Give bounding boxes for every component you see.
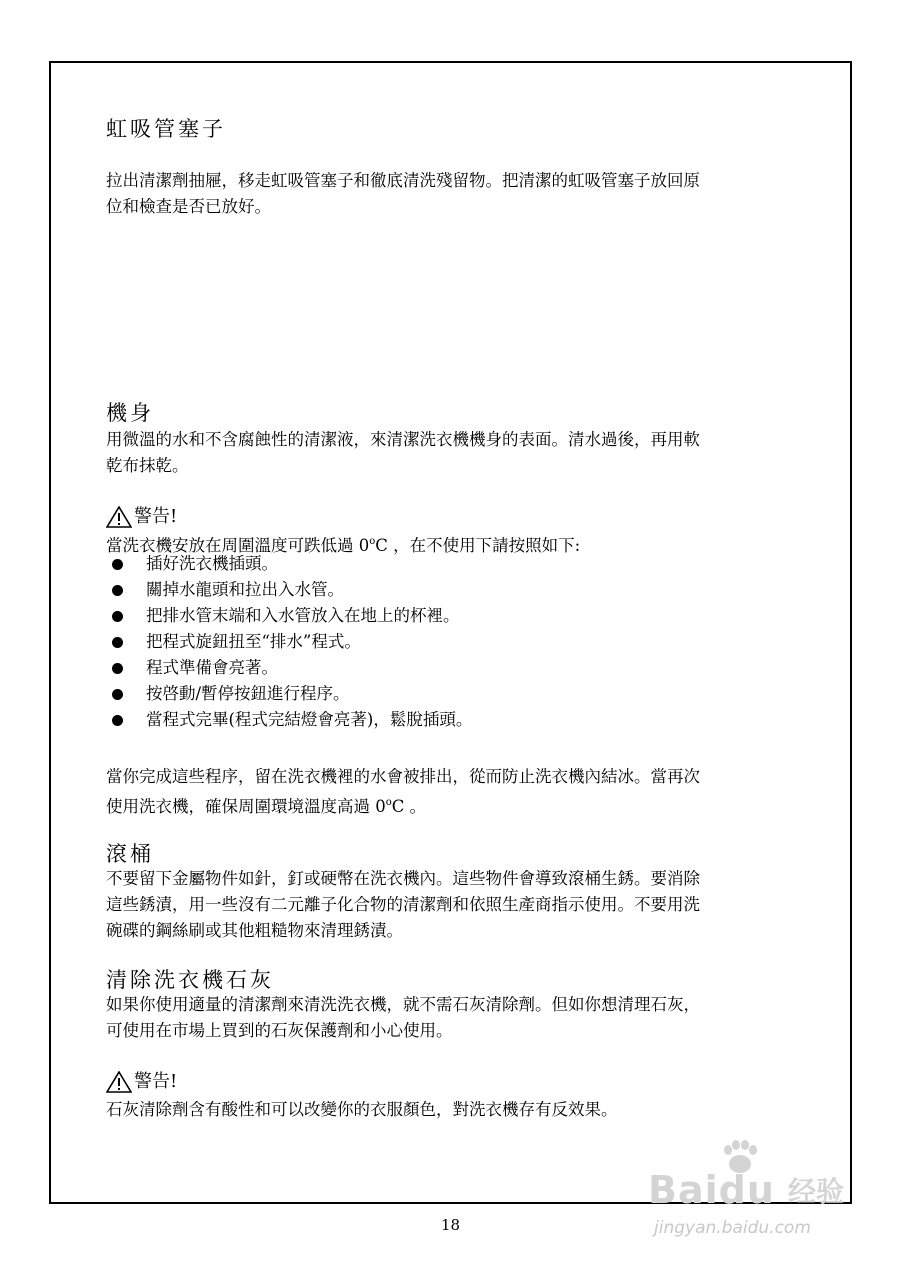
list-item-text: 把排水管末端和入水管放入在地上的杯裡。 bbox=[146, 606, 460, 625]
text-fragment: 當洗衣機安放在周圍溫度可跌低過 0 bbox=[106, 536, 370, 555]
bullet-icon bbox=[112, 559, 123, 570]
text-line: 不要留下金屬物件如針，釘或硬幣在洗衣機內。這些物件會導致滾桶生銹。要消除 bbox=[106, 869, 700, 888]
text-fragment: 使用洗衣機，確保周圍環境溫度高過 0 bbox=[106, 797, 386, 816]
text-line: 可使用在市場上買到的石灰保護劑和小心使用。 bbox=[106, 1021, 453, 1040]
bullet-list bbox=[106, 551, 472, 733]
list-item bbox=[106, 551, 472, 577]
list-item-text: 按啓動/暫停按鈕進行程序。 bbox=[146, 684, 350, 703]
text-fragment: C 。 bbox=[391, 797, 427, 816]
paragraph-drum bbox=[106, 866, 806, 944]
list-item bbox=[106, 707, 472, 733]
warning-label: 警告! bbox=[134, 506, 178, 527]
list-item-text: 當程式完畢(程式完結燈會亮著)，鬆脫插頭。 bbox=[146, 710, 473, 729]
bullet-icon bbox=[112, 715, 123, 726]
text-line: 這些銹漬，用一些沒有二元離子化合物的清潔劑和依照生產商指示使用。不要用洗 bbox=[106, 895, 700, 914]
heading-siphon: 虹吸管塞子 bbox=[106, 117, 226, 141]
warning-heading bbox=[106, 506, 177, 528]
text-line: 拉出清潔劑抽屜，移走虹吸管塞子和徹底清洗殘留物。把清潔的虹吸管塞子放回原 bbox=[106, 171, 700, 190]
watermark-url: jingyan.baidu.com bbox=[654, 1218, 811, 1238]
list-item-text: 插好洗衣機插頭。 bbox=[146, 554, 278, 573]
page-number: 18 bbox=[440, 1216, 461, 1234]
paragraph-body bbox=[106, 427, 806, 479]
bullet-icon bbox=[112, 637, 123, 648]
text-line: 碗碟的鋼絲刷或其他粗糙物來清理銹漬。 bbox=[106, 921, 403, 940]
degree-sign: o bbox=[385, 797, 392, 808]
list-item bbox=[106, 577, 472, 603]
list-item-text: 程式準備會亮著。 bbox=[146, 658, 278, 677]
paragraph-descale bbox=[106, 992, 806, 1044]
text-line: 位和檢查是否已放好。 bbox=[106, 197, 271, 216]
paragraph-warning2: 石灰清除劑含有酸性和可以改變你的衣服顏色，對洗衣機存有反效果。 bbox=[106, 1100, 618, 1119]
paragraph-after-steps bbox=[106, 764, 806, 820]
warning-triangle-icon bbox=[106, 506, 132, 528]
bullet-icon bbox=[112, 689, 123, 700]
text-line bbox=[106, 790, 806, 820]
warning-label: 警告! bbox=[134, 1071, 178, 1092]
list-item-text: 關掉水龍頭和拉出入水管。 bbox=[146, 580, 344, 599]
paragraph-siphon bbox=[106, 168, 806, 220]
bullet-icon bbox=[112, 663, 123, 674]
baidu-watermark bbox=[648, 1140, 848, 1245]
heading-drum: 滾桶 bbox=[106, 842, 154, 866]
watermark-brand: Baidu bbox=[648, 1168, 775, 1212]
text-line: 乾布抹乾。 bbox=[106, 456, 189, 475]
list-item bbox=[106, 655, 472, 681]
warning-triangle-icon bbox=[106, 1071, 132, 1093]
bullet-icon bbox=[112, 611, 123, 622]
list-item bbox=[106, 603, 472, 629]
text-line: 如果你使用適量的清潔劑來清洗洗衣機，就不需石灰清除劑。但如你想清理石灰， bbox=[106, 995, 700, 1014]
watermark-cn: 经验 bbox=[788, 1175, 845, 1208]
list-item-text: 把程式旋鈕扭至“排水”程式。 bbox=[146, 632, 361, 651]
bullet-icon bbox=[112, 585, 123, 596]
degree-sign: o bbox=[369, 536, 376, 547]
text-fragment: C ，在不使用下請按照如下: bbox=[375, 536, 581, 555]
heading-body: 機身 bbox=[106, 401, 154, 425]
list-item bbox=[106, 681, 472, 707]
warning-heading bbox=[106, 1071, 177, 1093]
text-line: 當你完成這些程序，留在洗衣機裡的水會被排出，從而防止洗衣機內結冰。當再次 bbox=[106, 767, 700, 786]
heading-descale: 清除洗衣機石灰 bbox=[106, 968, 274, 992]
list-item bbox=[106, 629, 472, 655]
text-line: 用微溫的水和不含腐蝕性的清潔液，來清潔洗衣機機身的表面。清水過後，再用軟 bbox=[106, 430, 700, 449]
